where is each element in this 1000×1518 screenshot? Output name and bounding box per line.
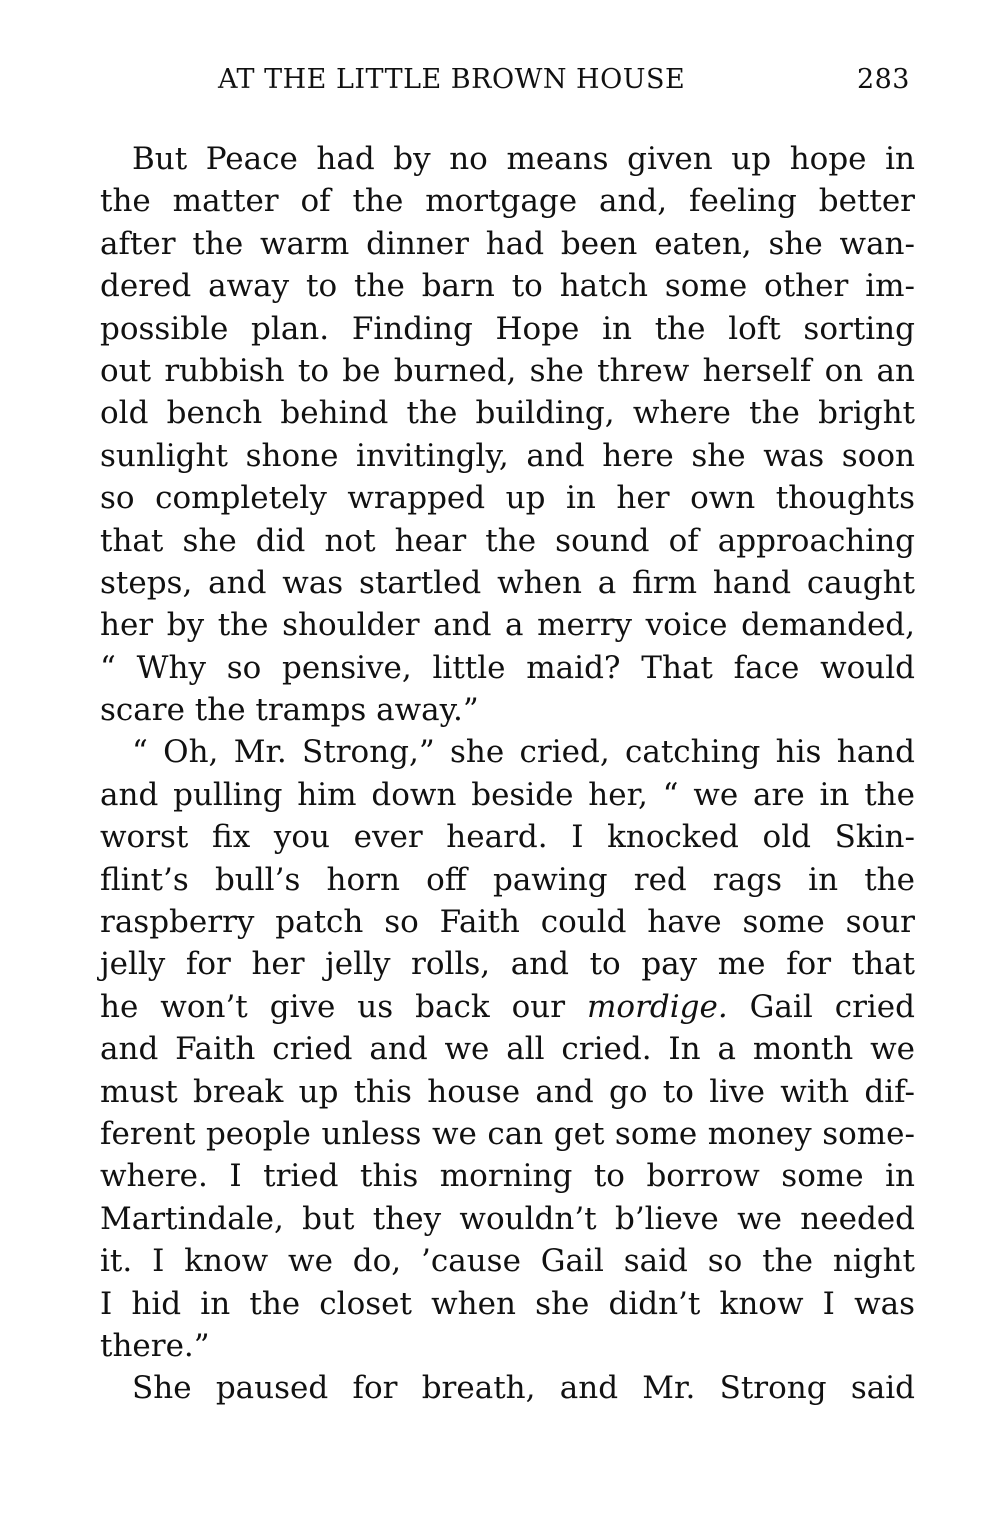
italic-word: mordige. <box>587 988 728 1025</box>
text-line: But Peace had by no means given up hope in <box>132 141 915 177</box>
running-header <box>218 64 910 104</box>
text-line: raspberry patch so Faith could have some sour <box>100 904 915 941</box>
text-line: so completely wrapped up in her own thoughts <box>100 480 915 517</box>
text-line: out rubbish to be burned, she threw herself on an <box>100 352 915 389</box>
text-line: where. I tried this morning to borrow some in <box>100 1158 915 1195</box>
text-line: it. I know we do, ’cause Gail said so the night <box>100 1243 915 1280</box>
text-line: there.” <box>100 1327 210 1364</box>
text-line: flint’s bull’s horn off pawing red rags in the <box>100 861 915 898</box>
text-line: “ Oh, Mr. Strong,” she cried, catching his hand <box>132 734 915 771</box>
text-line: must break up this house and go to live with dif- <box>100 1073 915 1110</box>
text-line: dered away to the barn to hatch some other im- <box>100 268 915 305</box>
text-line: after the warm dinner had been eaten, she wan- <box>100 225 915 262</box>
text-line: that she did not hear the sound of approaching <box>100 522 915 559</box>
text-line-with-italic <box>100 986 915 1028</box>
body-text <box>100 138 915 1410</box>
text-line: She paused for breath, and Mr. Strong said <box>132 1370 915 1407</box>
text-line: ferent people unless we can get some money some- <box>100 1115 915 1152</box>
text-line: I hid in the closet when she didn’t know I was <box>100 1285 915 1322</box>
text-line: scare the tramps away.” <box>100 692 479 729</box>
text-line: possible plan. Finding Hope in the loft sorting <box>100 310 915 347</box>
text-line: jelly for her jelly rolls, and to pay me for that <box>100 946 915 983</box>
text-line: and pulling him down beside her, “ we are in the <box>100 776 915 813</box>
text-line: her by the shoulder and a merry voice demanded, <box>100 607 915 644</box>
text-line: the matter of the mortgage and, feeling better <box>100 183 915 220</box>
running-head-title: AT THE LITTLE BROWN HOUSE <box>218 64 686 95</box>
text-line: worst fix you ever heard. I knocked old Skin- <box>100 819 915 856</box>
text-line: and Faith cried and we all cried. In a month we <box>100 1031 915 1068</box>
text-line: old bench behind the building, where the bright <box>100 395 915 432</box>
text-line: steps, and was startled when a firm hand caught <box>100 564 915 601</box>
text-fragment: Gail cried <box>727 988 915 1025</box>
text-line: Martindale, but they wouldn’t b’lieve we needed <box>100 1200 915 1237</box>
text-line: “ Why so pensive, little maid? That face would <box>100 649 915 686</box>
text-line: sunlight shone invitingly, and here she was soon <box>100 437 915 474</box>
text-fragment: he won’t give us back our <box>100 988 588 1025</box>
page-number: 283 <box>856 64 910 95</box>
